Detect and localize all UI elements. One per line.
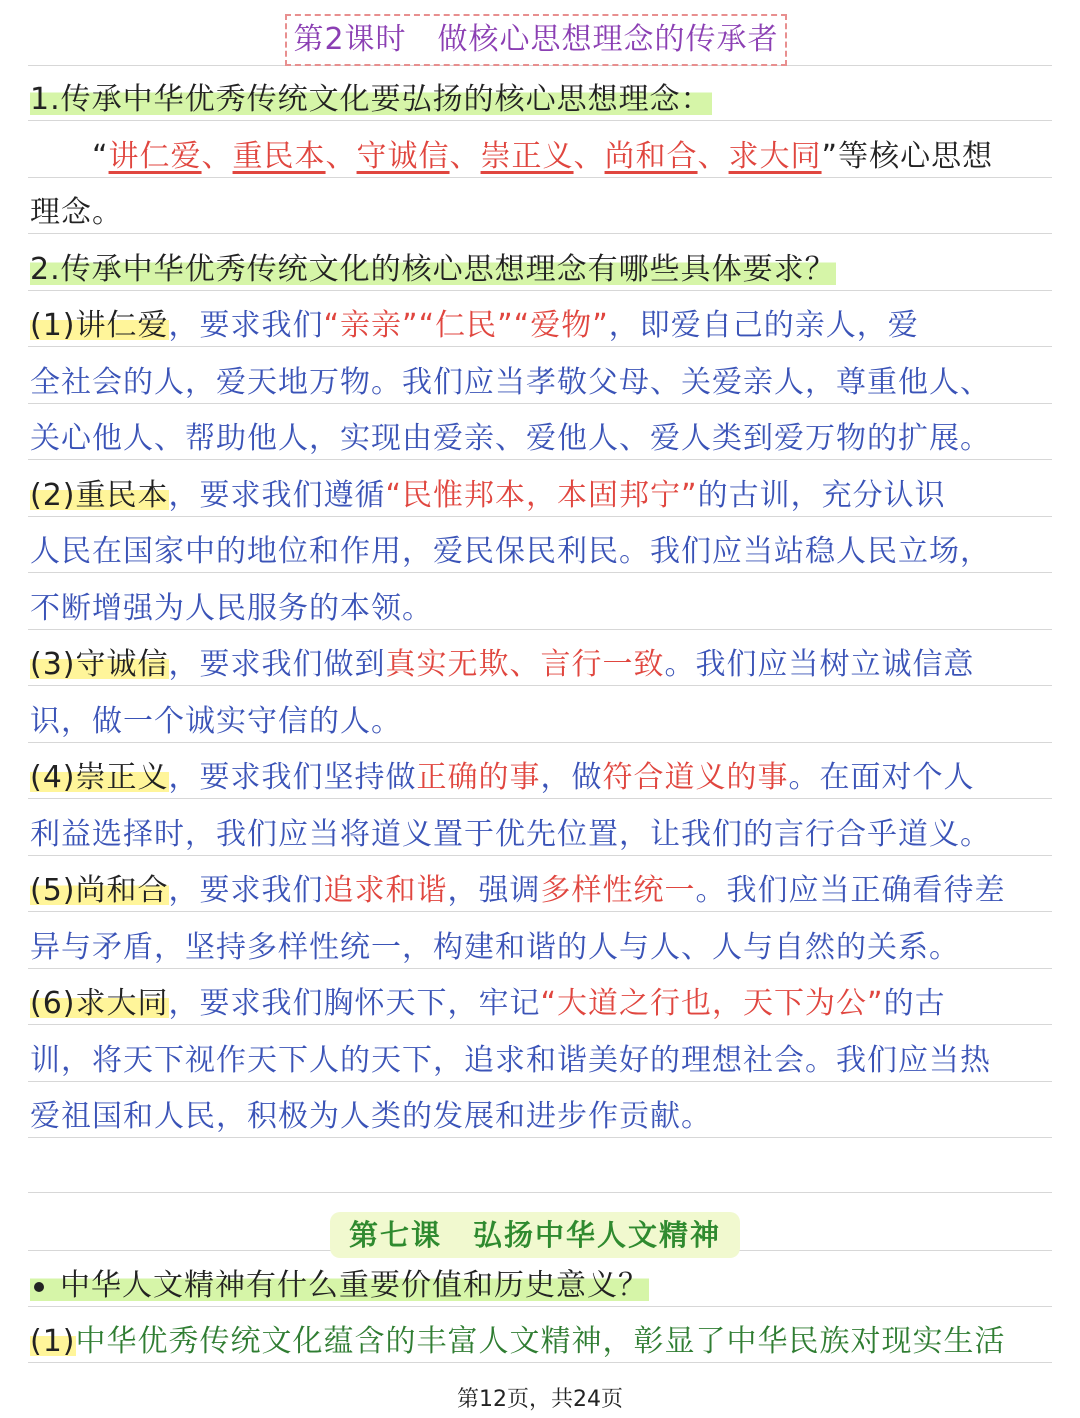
paragraph-line: 关心他人、帮助他人，实现由爱亲、爱他人、爱人类到爱万物的扩展。 bbox=[30, 421, 991, 456]
paragraph-line: 人民在国家中的地位和作用，爱民保民利民。我们应当站稳人民立场， bbox=[30, 534, 991, 569]
rule-line bbox=[28, 290, 1052, 291]
question-heading-text bbox=[30, 1268, 649, 1303]
question-heading-text: 1.传承中华优秀传统文化要弘扬的核心思想理念： bbox=[30, 82, 712, 117]
rule-line bbox=[28, 403, 1052, 404]
paragraph-line bbox=[30, 645, 1052, 685]
text-span: ，要求我们坚持做 bbox=[168, 760, 417, 795]
text-span: ，强调 bbox=[447, 873, 541, 908]
paragraph-line bbox=[30, 871, 1052, 911]
separator: 、 bbox=[573, 139, 605, 174]
rule-line bbox=[28, 572, 1052, 573]
item-label: (1)讲仁爱 bbox=[30, 308, 169, 343]
rule-line bbox=[28, 459, 1052, 460]
core-idea: 重民本 bbox=[232, 139, 326, 174]
rule-line bbox=[28, 629, 1052, 630]
item-label: (4)崇正义 bbox=[30, 760, 169, 795]
separator: 、 bbox=[697, 139, 729, 174]
text-span: ，即爱自己的亲人，爱 bbox=[608, 308, 919, 343]
text-span: 的古训，充分认识 bbox=[697, 478, 946, 513]
text-span: 中华优秀传统文化蕴含的丰富人文精神，彰显了中华民族对现实生活 bbox=[75, 1324, 1006, 1359]
text-span: 。我们应当树立诚信意 bbox=[664, 647, 975, 682]
core-idea: 崇正义 bbox=[480, 139, 574, 174]
paragraph-line bbox=[30, 758, 1052, 798]
core-idea: 求大同 bbox=[728, 139, 822, 174]
lesson-title: 第七课 弘扬中华人文精神 bbox=[330, 1212, 740, 1258]
text-span: ，要求我们遵循 bbox=[168, 478, 386, 513]
key-phrase: 多样性统一 bbox=[540, 873, 696, 908]
rule-line bbox=[28, 742, 1052, 743]
rule-line bbox=[28, 516, 1052, 517]
question-heading bbox=[30, 250, 1052, 290]
paragraph-line: 训，将天下视作天下人的天下，追求和谐美好的理想社会。我们应当热 bbox=[30, 1043, 991, 1078]
rule-line bbox=[28, 233, 1052, 234]
item-label: (1) bbox=[30, 1324, 76, 1359]
text-span: ，要求我们 bbox=[168, 308, 324, 343]
heading-text: 中华人文精神有什么重要价值和历史意义？ bbox=[60, 1268, 649, 1303]
section-title: 第2课时 做核心思想理念的传承者 bbox=[285, 14, 787, 66]
rule-line bbox=[28, 1306, 1052, 1307]
open-quote: “ bbox=[92, 139, 109, 174]
rule-line bbox=[28, 685, 1052, 686]
bullet-icon bbox=[34, 1282, 44, 1292]
core-idea: 守诚信 bbox=[356, 139, 450, 174]
separator: 、 bbox=[449, 139, 481, 174]
text-span: 的古 bbox=[883, 986, 946, 1021]
close-text: ”等核心思想 bbox=[821, 139, 994, 174]
item-label: (5)尚和合 bbox=[30, 873, 169, 908]
rule-line bbox=[28, 1362, 1052, 1363]
question-heading bbox=[30, 80, 1052, 120]
text-span: 。在面对个人 bbox=[788, 760, 975, 795]
paragraph-line: 全社会的人，爱天地万物。我们应当孝敬父母、关爱亲人，尊重他人、 bbox=[30, 365, 991, 400]
text-span: ，要求我们做到 bbox=[168, 647, 386, 682]
paragraph-line bbox=[30, 984, 1052, 1024]
rule-line bbox=[28, 798, 1052, 799]
paragraph-line: 利益选择时，我们应当将道义置于优先位置，让我们的言行合乎道义。 bbox=[30, 817, 991, 852]
paragraph-line: 识，做一个诚实守信的人。 bbox=[30, 704, 402, 739]
core-idea: 讲仁爱 bbox=[108, 139, 202, 174]
separator: 、 bbox=[201, 139, 233, 174]
key-phrase: “民惟邦本，本固邦宁” bbox=[385, 478, 698, 513]
key-phrase: 符合道义的事 bbox=[602, 760, 789, 795]
rule-line bbox=[28, 1024, 1052, 1025]
text-span: ，要求我们胸怀天下，牢记 bbox=[168, 986, 541, 1021]
rule-line bbox=[28, 120, 1052, 121]
text-span: 。我们应当正确看待差 bbox=[695, 873, 1006, 908]
separator: 、 bbox=[325, 139, 357, 174]
text-span: ，做 bbox=[540, 760, 603, 795]
key-phrase: 真实无欺、言行一致 bbox=[385, 647, 665, 682]
key-phrase: 正确的事 bbox=[416, 760, 541, 795]
rule-line bbox=[28, 177, 1052, 178]
paragraph-line bbox=[30, 1322, 1052, 1362]
paragraph-line: 异与矛盾，坚持多样性统一，构建和谐的人与人、人与自然的关系。 bbox=[30, 930, 960, 965]
item-label: (2)重民本 bbox=[30, 478, 169, 513]
item-label: (6)求大同 bbox=[30, 986, 169, 1021]
key-phrase: 追求和谐 bbox=[323, 873, 448, 908]
question-heading bbox=[30, 1266, 1052, 1306]
text-line: 理念。 bbox=[30, 195, 123, 230]
rule-line bbox=[28, 346, 1052, 347]
rule-line bbox=[28, 911, 1052, 912]
paragraph-line bbox=[30, 306, 1052, 346]
paragraph-line: 不断增强为人民服务的本领。 bbox=[30, 591, 433, 626]
page-number: 第12页，共24页 bbox=[457, 1387, 623, 1412]
key-phrase: “亲亲”“仁民”“爱物” bbox=[323, 308, 609, 343]
question-heading-text: 2.传承中华优秀传统文化的核心思想理念有哪些具体要求？ bbox=[30, 252, 836, 287]
core-ideas-line bbox=[92, 137, 1052, 177]
paragraph-line: 爱祖国和人民，积极为人类的发展和进步作贡献。 bbox=[30, 1099, 712, 1134]
rule-line bbox=[28, 855, 1052, 856]
rule-line bbox=[28, 1137, 1052, 1138]
item-label: (3)守诚信 bbox=[30, 647, 169, 682]
core-idea: 尚和合 bbox=[604, 139, 698, 174]
rule-line bbox=[28, 1081, 1052, 1082]
rule-line bbox=[28, 1192, 1052, 1193]
rule-line bbox=[28, 968, 1052, 969]
key-phrase: “大道之行也，天下为公” bbox=[540, 986, 884, 1021]
paragraph-line bbox=[30, 476, 1052, 516]
text-span: ，要求我们 bbox=[168, 873, 324, 908]
